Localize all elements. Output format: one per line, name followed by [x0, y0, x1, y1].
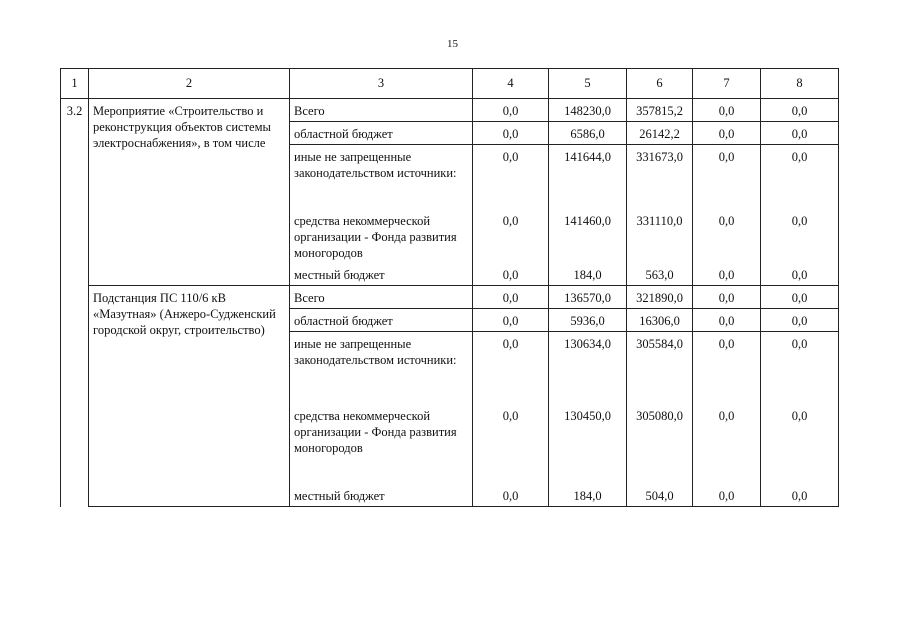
cell-c8: 0,0	[761, 122, 839, 145]
cell-c5: 6586,0	[549, 122, 627, 145]
cell-c7: 0,0	[693, 332, 761, 405]
cell-c4: 0,0	[473, 122, 549, 145]
cell-c7: 0,0	[693, 99, 761, 122]
cell-c5: 141644,0	[549, 145, 627, 210]
row-label: Всего	[290, 286, 473, 309]
header-cell: 6	[627, 69, 693, 99]
cell-c8: 0,0	[761, 209, 839, 263]
cell-c7: 0,0	[693, 263, 761, 286]
cell-c7: 0,0	[693, 484, 761, 507]
header-cell: 2	[89, 69, 290, 99]
row-label: местный бюджет	[290, 263, 473, 286]
cell-c5: 148230,0	[549, 99, 627, 122]
header-cell: 5	[549, 69, 627, 99]
cell-c6: 305080,0	[627, 404, 693, 484]
cell-c5: 130450,0	[549, 404, 627, 484]
cell-c5: 130634,0	[549, 332, 627, 405]
cell-c4: 0,0	[473, 332, 549, 405]
cell-c8: 0,0	[761, 286, 839, 309]
cell-c6: 26142,2	[627, 122, 693, 145]
funding-table	[60, 68, 839, 507]
cell-c5: 184,0	[549, 484, 627, 507]
group-title: Мероприятие «Строительство и реконструкция объектов системы электроснабжения», в том числе	[89, 99, 290, 286]
row-label: иные не запрещенные законодательством источники:	[290, 332, 473, 405]
cell-c7: 0,0	[693, 122, 761, 145]
row-label: иные не запрещенные законодательством источники:	[290, 145, 473, 210]
cell-c6: 331110,0	[627, 209, 693, 263]
header-cell: 8	[761, 69, 839, 99]
cell-c6: 305584,0	[627, 332, 693, 405]
cell-c4: 0,0	[473, 99, 549, 122]
cell-c4: 0,0	[473, 404, 549, 484]
cell-c5: 5936,0	[549, 309, 627, 332]
cell-c6: 504,0	[627, 484, 693, 507]
row-index: 3.2	[61, 99, 89, 507]
cell-c6: 16306,0	[627, 309, 693, 332]
cell-c8: 0,0	[761, 309, 839, 332]
cell-c8: 0,0	[761, 404, 839, 484]
cell-c6: 357815,2	[627, 99, 693, 122]
row-label: областной бюджет	[290, 122, 473, 145]
cell-c6: 321890,0	[627, 286, 693, 309]
cell-c4: 0,0	[473, 209, 549, 263]
cell-c5: 184,0	[549, 263, 627, 286]
cell-c8: 0,0	[761, 484, 839, 507]
cell-c7: 0,0	[693, 309, 761, 332]
cell-c4: 0,0	[473, 309, 549, 332]
cell-c4: 0,0	[473, 145, 549, 210]
header-row	[61, 69, 839, 99]
cell-c5: 141460,0	[549, 209, 627, 263]
row-label: средства некоммерческой организации - Фонда развития моногородов	[290, 404, 473, 484]
cell-c5: 136570,0	[549, 286, 627, 309]
cell-c4: 0,0	[473, 484, 549, 507]
page-number: 15	[447, 38, 458, 50]
cell-c8: 0,0	[761, 263, 839, 286]
cell-c8: 0,0	[761, 332, 839, 405]
cell-c7: 0,0	[693, 209, 761, 263]
cell-c6: 563,0	[627, 263, 693, 286]
row-label: местный бюджет	[290, 484, 473, 507]
header-cell: 3	[290, 69, 473, 99]
row-label: областной бюджет	[290, 309, 473, 332]
cell-c8: 0,0	[761, 145, 839, 210]
header-cell: 4	[473, 69, 549, 99]
row-label: Всего	[290, 99, 473, 122]
header-cell: 7	[693, 69, 761, 99]
cell-c6: 331673,0	[627, 145, 693, 210]
table-row	[61, 99, 839, 122]
header-cell: 1	[61, 69, 89, 99]
cell-c4: 0,0	[473, 286, 549, 309]
cell-c4: 0,0	[473, 263, 549, 286]
table-row	[61, 286, 839, 309]
cell-c7: 0,0	[693, 286, 761, 309]
cell-c8: 0,0	[761, 99, 839, 122]
cell-c7: 0,0	[693, 404, 761, 484]
group-title: Подстанция ПС 110/6 кВ «Мазутная» (Анжеро-Судженский городской округ, строительство)	[89, 286, 290, 507]
row-label: средства некоммерческой организации - Фонда развития моногородов	[290, 209, 473, 263]
cell-c7: 0,0	[693, 145, 761, 210]
